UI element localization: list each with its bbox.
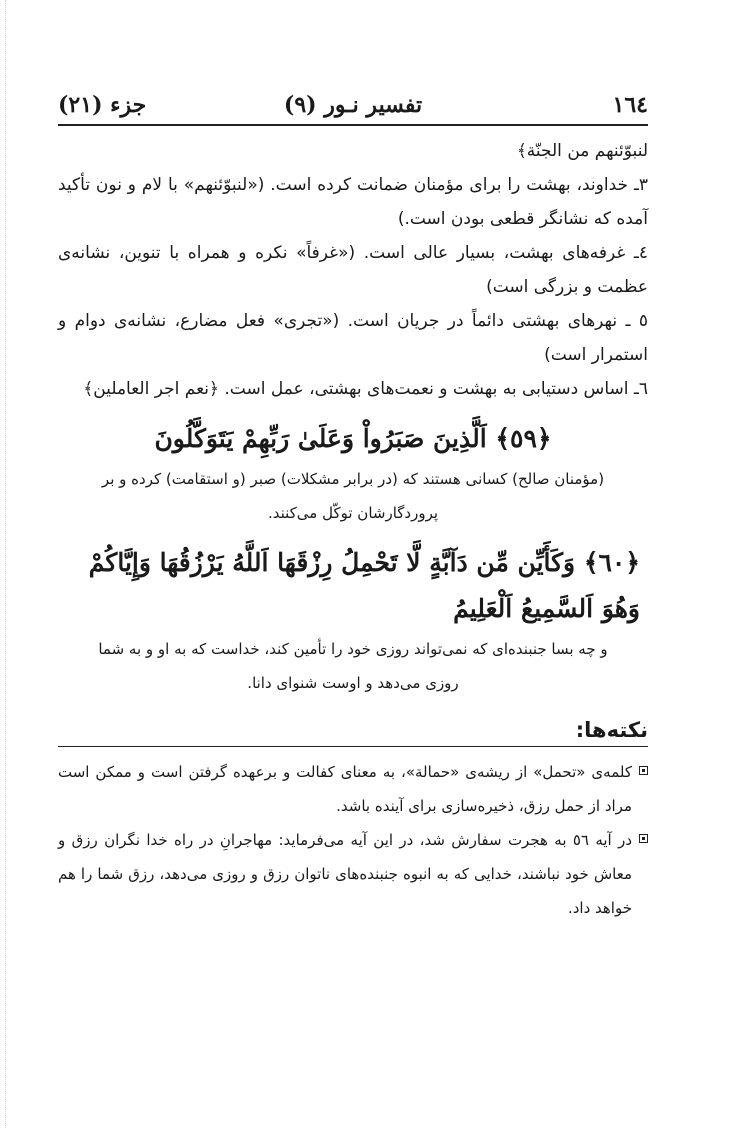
- page-number: ١٦٤: [612, 92, 648, 118]
- verse-continuation: لنبوّئنهم من الجنّة﴾: [516, 141, 648, 161]
- book-page: [58, 90, 648, 925]
- point-6: ٦ـ اساس دستیابی به بهشت و نعمت‌های بهشتی، عمل است. ﴿نعم اجر العاملین﴾: [83, 379, 648, 399]
- book-title: تفسير نـور (٩): [283, 92, 423, 118]
- note-text: کلمه‌ی «تحمل» از ریشه‌ی «حمالة»، به معنای کفالت و برعهده گرفتن است و ممکن است مراد از حمل رزق، ذخیره‌سازی برای آینده باشد.: [58, 763, 632, 815]
- note-text: در آیه ٥٦ به هجرت سفارش شد، در این آیه می‌فرماید: مهاجرانِ در راه خدا نگران رزق و معاش خود نباشند، خدایی که به انبوه جنبنده‌های ناتوان رزق و روزی می‌دهد، رزق شما را هم خواهد داد.: [58, 831, 632, 917]
- point-5: ٥ ـ نهرهای بهشتی دائماً در جریان است. («تجری» فعل مضارع، نشانه‌ی دوام و استمرار است): [58, 311, 648, 365]
- square-bullet-icon: [639, 766, 648, 775]
- page-edge-line: [5, 0, 6, 1128]
- verse-59-translation: (مؤمنان صالح) کسانی هستند که (در برابر مشکلات) صبر (و استقامت) کرده و بر پروردگارشان توکّل می‌کنند.: [101, 470, 605, 522]
- point-3: ٣ـ خداوند، بهشت را برای مؤمنان ضمانت کرده است. («لنبوّئنهم» با لام و نون تأکید آمده که نشانگر قطعی بودن است.): [58, 175, 648, 229]
- running-header: [58, 90, 648, 126]
- notes-heading: نکته‌ها:: [58, 718, 648, 747]
- note-item: [58, 755, 648, 823]
- point-4: ٤ـ غرفه‌های بهشت، بسیار عالی است. («غرفاً» نکره و همراه با تنوین، نشانه‌ی عظمت و بزرگی است): [58, 243, 648, 297]
- verse-60-translation: و چه بسا جنبنده‌ای که نمی‌تواند روزی خود را تأمین کند، خداست که به او و به شما روزی می‌دهد و اوست شنوای دانا.: [98, 640, 608, 692]
- square-bullet-icon: [639, 834, 648, 843]
- note-item: [58, 823, 648, 925]
- quran-verse-60: ﴿٦٠﴾ وَكَأَيِّن مِّن دَآبَّةٍ لَّا تَحْمِلُ رِزْقَهَا اَللَّهُ يَرْزُقُهَا وَإِيَّاكُمْ وَهُوَ اَلسَّمِيعُ اَلْعَلِيمُ: [88, 548, 640, 623]
- part-number: جزء (٢١): [58, 92, 147, 118]
- quran-verse-59: ﴿٥٩﴾ اَلَّذِينَ صَبَرُواْ وَعَلَىٰ رَبِّهِمْ يَتَوَكَّلُونَ: [154, 424, 552, 453]
